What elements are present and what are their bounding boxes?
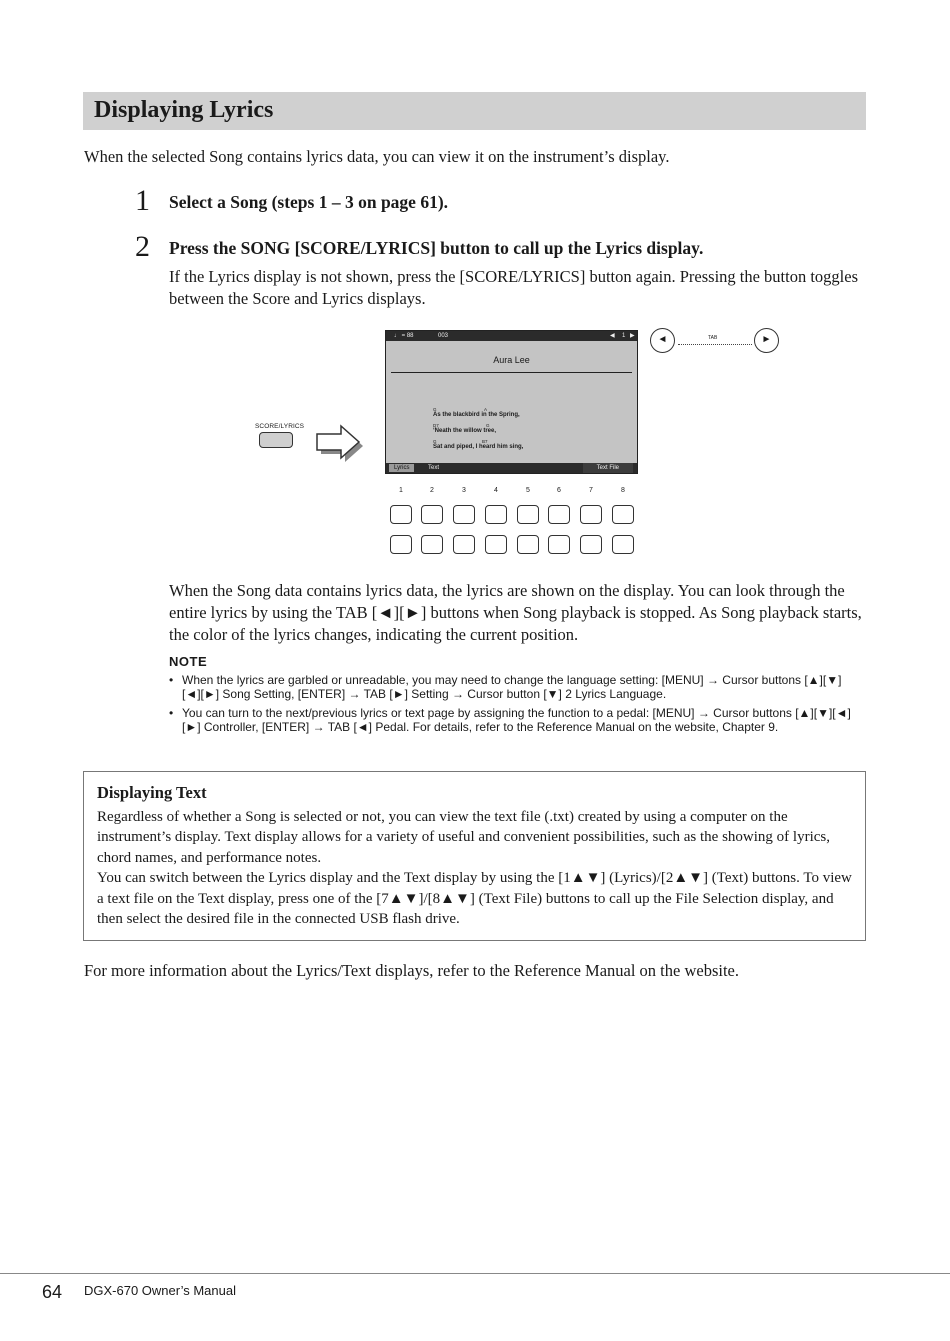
screen-top-bar	[386, 331, 637, 341]
lyrics-display-screen	[385, 330, 638, 474]
button-7-down[interactable]	[580, 535, 602, 554]
lyric-line: As the blackbird in the Spring,	[433, 412, 520, 418]
button-3-up[interactable]	[453, 505, 475, 524]
footer-divider	[0, 1273, 950, 1274]
text-tab: Text	[428, 465, 440, 471]
tab-left-button[interactable]	[650, 328, 675, 353]
bullet-icon: •	[169, 673, 174, 687]
text-box-body	[97, 807, 853, 929]
intro-text: When the selected Song contains lyrics data, you can view it on the instrument’s display.	[84, 147, 670, 166]
section-banner	[83, 92, 866, 130]
lyrics-description: When the Song data contains lyrics data, the lyrics are shown on the display. You can look through the entire lyrics by using the TAB [◄][►] buttons when Song playback is stopped. As Song playback starts, the color of the lyrics changes, indicating the current position.	[169, 581, 862, 644]
page-right-icon: ▶	[630, 333, 635, 339]
chord-label: G	[433, 439, 437, 444]
button-4-up[interactable]	[485, 505, 507, 524]
text-box-paragraph: Regardless of whether a Song is selected or not, you can view the text file (.txt) created by using a computer on the instrument’s display. Text display allows for a variety of useful and convenient possibilities, such as the showing of lyrics, chord names, and performance notes.	[97, 809, 830, 866]
chord-label: D7	[433, 423, 439, 428]
step-number-2: 2	[135, 230, 150, 263]
chord-label: B7	[482, 439, 488, 444]
button-number-5: 5	[526, 487, 530, 494]
screen-bottom-bar	[386, 463, 637, 473]
displaying-text-box	[83, 771, 866, 941]
button-number-3: 3	[462, 487, 466, 494]
button-6-down[interactable]	[548, 535, 570, 554]
tab-right-button[interactable]	[754, 328, 779, 353]
button-5-down[interactable]	[517, 535, 539, 554]
step-number-1: 1	[135, 184, 150, 217]
closing-text: For more information about the Lyrics/Text displays, refer to the Reference Manual on the website.	[84, 961, 739, 980]
note-item	[169, 706, 859, 734]
button-8-down[interactable]	[612, 535, 634, 554]
button-2-up[interactable]	[421, 505, 443, 524]
button-8-up[interactable]	[612, 505, 634, 524]
bullet-icon: •	[169, 706, 174, 720]
note-text: You can turn to the next/previous lyrics or text page by assigning the function to a pedal: [MENU] → Cursor buttons [▲][▼][◄][►] Controller, [ENTER] → TAB [◄] Pedal. For details, refer to the Reference Manual on the website, Chapter 9.	[182, 706, 851, 734]
tab-label: TAB	[708, 335, 718, 341]
chord-label: A	[484, 407, 488, 412]
bar-readout: 003	[438, 333, 449, 339]
page-number: 64	[42, 1282, 63, 1302]
button-7-up[interactable]	[580, 505, 602, 524]
tab-left-icon: ◄	[657, 334, 668, 345]
button-4-down[interactable]	[485, 535, 507, 554]
button-6-up[interactable]	[548, 505, 570, 524]
text-box-paragraph: You can switch between the Lyrics display and the Text display by using the [1▲▼] (Lyrics)/[2▲▼] (Text) buttons. To view a text file on the Text display, press one of the [7▲▼]/[8▲▼] (Text File) buttons to call up the File Selection display, and then select the desired file in the connected USB flash drive.	[97, 870, 852, 928]
button-number-8: 8	[621, 487, 625, 494]
title-divider	[391, 372, 632, 373]
chord-label: G	[433, 407, 437, 412]
lyrics-tab: Lyrics	[389, 464, 414, 472]
step-title-2: Press the SONG [SCORE/LYRICS] button to call up the Lyrics display.	[169, 238, 704, 258]
chord-label: G	[486, 423, 490, 428]
button-number-6: 6	[557, 487, 561, 494]
score-lyrics-button[interactable]	[259, 432, 293, 448]
arrow-right-icon	[313, 422, 365, 464]
page-left-icon: ◀	[610, 333, 615, 339]
button-2-down[interactable]	[421, 535, 443, 554]
text-file-label: Text File	[583, 463, 633, 473]
page-readout: 1	[622, 333, 626, 339]
lyric-line: ‘Neath the willow tree,	[433, 428, 497, 434]
score-lyrics-label: SCORE/LYRICS	[255, 423, 305, 430]
button-number-4: 4	[494, 487, 498, 494]
button-number-1: 1	[399, 487, 403, 494]
button-number-7: 7	[589, 487, 593, 494]
button-1-up[interactable]	[390, 505, 412, 524]
step-body-2: If the Lyrics display is not shown, press the [SCORE/LYRICS] button again. Pressing the button toggles between the Score and Lyrics displays.	[169, 267, 859, 308]
button-5-up[interactable]	[517, 505, 539, 524]
song-title: Aura Lee	[493, 355, 530, 365]
text-box-title: Displaying Text	[97, 783, 207, 802]
note-text: When the lyrics are garbled or unreadable, you may need to change the language setting: [MENU] → Cursor buttons [▲][▼][◄][►] Song Setting, [ENTER] → TAB [►] Setting → Cursor button [▼] 2 Lyrics Language.	[182, 673, 842, 701]
lyric-line: Sat and piped, I heard him sing,	[433, 444, 524, 450]
button-1-down[interactable]	[390, 535, 412, 554]
manual-name: DGX-670 Owner’s Manual	[84, 1283, 236, 1298]
button-number-2: 2	[430, 487, 434, 494]
tempo-readout: ♩ = 88	[394, 333, 414, 339]
section-title: Displaying Lyrics	[94, 97, 274, 123]
note-heading: NOTE	[169, 654, 208, 669]
note-item	[169, 673, 859, 701]
tab-right-icon: ►	[761, 334, 772, 345]
button-3-down[interactable]	[453, 535, 475, 554]
step-title-1: Select a Song (steps 1 – 3 on page 61).	[169, 192, 449, 212]
